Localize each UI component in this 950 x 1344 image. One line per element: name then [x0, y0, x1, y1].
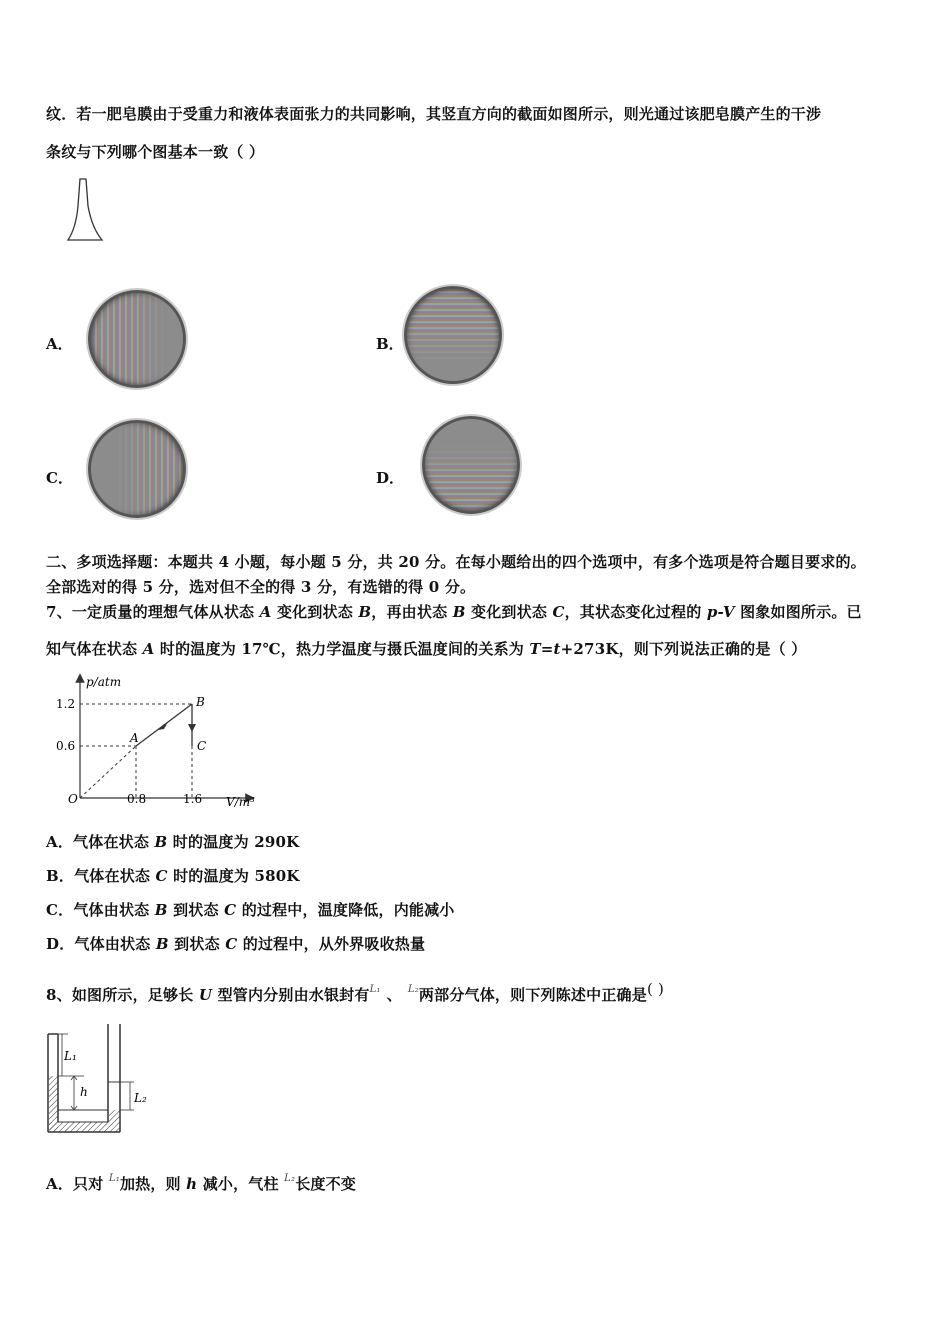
graph-point-b: B	[196, 695, 205, 709]
q7-stem-line2: 知气体在状态 A 时的温度为 17℃，热力学温度与摄氏温度间的关系为 T=t+273K，则下列说法正确的是（ ）	[46, 640, 807, 658]
q6-option-a-label[interactable]: A．	[46, 335, 73, 353]
graph-point-a: A	[130, 731, 139, 745]
q7-stem-line1: 7、一定质量的理想气体从状态 A 变化到状态 B，再由状态 B 变化到状态 C，其状态变化过程的 p-V 图象如图所示。已	[46, 603, 862, 621]
fig-l1-label: L₁	[64, 1049, 77, 1063]
fig-l2-label: L₂	[134, 1091, 147, 1105]
q6-option-c-label[interactable]: C．	[46, 469, 73, 487]
section2-heading-line1: 二、多项选择题：本题共 4 小题，每小题 5 分，共 20 分。在每小题给出的四个选项中，有多个选项是符合题目要求的。	[46, 553, 866, 571]
graph-point-c: C	[197, 739, 207, 753]
q6-option-d-label[interactable]: D．	[376, 469, 405, 487]
q6-option-c-fringe-image[interactable]	[88, 420, 186, 518]
q6-option-a-fringe-image[interactable]	[88, 290, 186, 388]
soap-film-cross-section	[62, 176, 108, 246]
graph-origin-label: O	[68, 792, 78, 806]
graph-y-tick-0.6: 0.6	[56, 739, 76, 753]
q7-option-a[interactable]: A．气体在状态 B 时的温度为 290K	[46, 833, 300, 851]
q6-option-b-fringe-image[interactable]	[404, 286, 502, 384]
graph-x-tick-1.6: 1.6	[183, 792, 203, 806]
q6-option-b-label[interactable]: B．	[376, 335, 404, 353]
graph-y-axis-label: p/atm	[86, 675, 122, 689]
q8-stem: 8、如图所示，足够长 U 型管内分别由水银封有$^{L_1}$ 、 $^{L_2}$两部分气体，则下列陈述中正确是( )	[46, 980, 665, 1004]
q6-stem-line1: 纹．若一肥皂膜由于受重力和液体表面张力的共同影响，其竖直方向的截面如图所示，则光通过该肥皂膜产生的干涉	[46, 105, 822, 123]
section2-heading-line2: 全部选对的得 5 分，选对但不全的得 3 分，有选错的得 0 分。	[46, 578, 476, 596]
q6-stem-line2: 条纹与下列哪个图基本一致（ ）	[46, 143, 265, 161]
q6-option-d-fringe-image[interactable]	[422, 416, 520, 514]
q8-u-tube-figure	[44, 1022, 164, 1138]
q7-option-b[interactable]: B．气体在状态 C 时的温度为 580K	[46, 867, 300, 885]
q7-option-c[interactable]: C．气体由状态 B 到状态 C 的过程中，温度降低，内能减小	[46, 901, 455, 919]
graph-y-tick-1.2: 1.2	[56, 697, 76, 711]
graph-x-tick-0.8: 0.8	[127, 792, 147, 806]
q7-option-d[interactable]: D．气体由状态 B 到状态 C 的过程中，从外界吸收热量	[46, 935, 426, 953]
q7-pv-graph	[50, 672, 270, 812]
graph-x-axis-label: V/m³	[226, 795, 255, 809]
fig-h-label: h	[80, 1085, 88, 1099]
q8-option-a[interactable]: A．只对 $^{L_1}$加热，则 h 减小，气柱 $^{L_2}$长度不变	[46, 1173, 357, 1193]
